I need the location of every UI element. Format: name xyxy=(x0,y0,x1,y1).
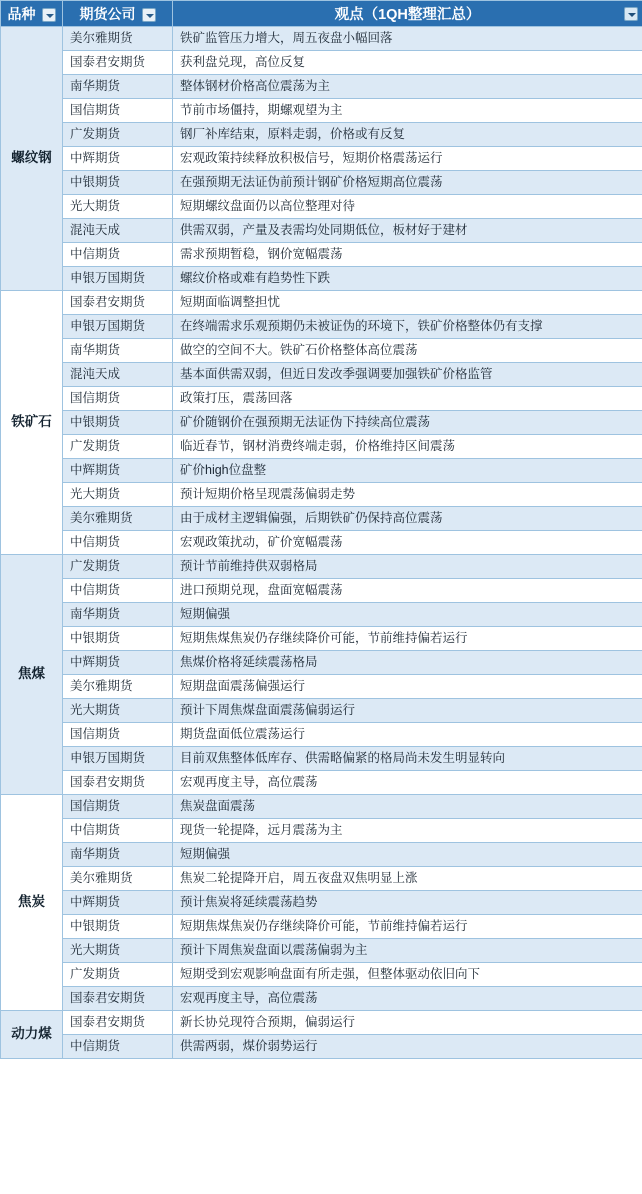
company-cell: 国泰君安期货 xyxy=(63,987,173,1011)
company-cell: 中信期货 xyxy=(63,243,173,267)
table-row xyxy=(1,99,642,123)
company-cell: 中辉期货 xyxy=(63,891,173,915)
table-body xyxy=(1,27,642,1059)
company-cell: 中银期货 xyxy=(63,171,173,195)
table-row xyxy=(1,843,642,867)
view-cell: 节前市场僵持，期螺观望为主 xyxy=(173,99,642,123)
table-row xyxy=(1,171,642,195)
table-row xyxy=(1,795,642,819)
view-cell: 焦煤价格将延续震荡格局 xyxy=(173,651,642,675)
header-view xyxy=(173,1,642,27)
view-cell: 钢厂补库结束，原料走弱，价格或有反复 xyxy=(173,123,642,147)
table-row xyxy=(1,819,642,843)
company-cell: 广发期货 xyxy=(63,123,173,147)
view-cell: 需求预期暂稳，钢价宽幅震荡 xyxy=(173,243,642,267)
view-cell: 政策打压，震荡回落 xyxy=(173,387,642,411)
view-cell: 供需两弱，煤价弱势运行 xyxy=(173,1035,642,1059)
company-cell: 光大期货 xyxy=(63,195,173,219)
company-cell: 南华期货 xyxy=(63,339,173,363)
table-row xyxy=(1,459,642,483)
view-cell: 预计焦炭将延续震荡趋势 xyxy=(173,891,642,915)
company-cell: 广发期货 xyxy=(63,555,173,579)
company-cell: 中银期货 xyxy=(63,627,173,651)
view-cell: 在终端需求乐观预期仍未被证伪的环境下，铁矿价格整体仍有支撑 xyxy=(173,315,642,339)
view-cell: 短期盘面震荡偏强运行 xyxy=(173,675,642,699)
filter-dropdown-icon[interactable] xyxy=(142,8,156,22)
table-row xyxy=(1,291,642,315)
view-cell: 短期受到宏观影响盘面有所走强，但整体驱动依旧向下 xyxy=(173,963,642,987)
view-cell: 由于成材主逻辑偏强，后期铁矿仍保持高位震荡 xyxy=(173,507,642,531)
company-cell: 国信期货 xyxy=(63,99,173,123)
view-cell: 宏观再度主导，高位震荡 xyxy=(173,771,642,795)
table-row xyxy=(1,675,642,699)
view-cell: 宏观政策扰动，矿价宽幅震荡 xyxy=(173,531,642,555)
view-cell: 临近春节，钢材消费终端走弱，价格维持区间震荡 xyxy=(173,435,642,459)
company-cell: 美尔雅期货 xyxy=(63,675,173,699)
view-cell: 预计下周焦炭盘面以震荡偏弱为主 xyxy=(173,939,642,963)
table-row xyxy=(1,267,642,291)
table-row xyxy=(1,195,642,219)
company-cell: 美尔雅期货 xyxy=(63,867,173,891)
header-company-label: 期货公司 xyxy=(79,5,136,22)
company-cell: 混沌天成 xyxy=(63,219,173,243)
company-cell: 中信期货 xyxy=(63,531,173,555)
view-cell: 供需双弱，产量及表需均处同期低位，板材好于建材 xyxy=(173,219,642,243)
view-cell: 在强预期无法证伪前预计钢矿价格短期高位震荡 xyxy=(173,171,642,195)
company-cell: 国泰君安期货 xyxy=(63,51,173,75)
view-cell: 预计短期价格呈现震荡偏弱走势 xyxy=(173,483,642,507)
table-row xyxy=(1,243,642,267)
table-row xyxy=(1,339,642,363)
view-cell: 基本面供需双弱，但近日发改季强调要加强铁矿价格监管 xyxy=(173,363,642,387)
table-row xyxy=(1,555,642,579)
table-row xyxy=(1,387,642,411)
table-row xyxy=(1,939,642,963)
table-row xyxy=(1,579,642,603)
company-cell: 中辉期货 xyxy=(63,651,173,675)
company-cell: 国泰君安期货 xyxy=(63,291,173,315)
header-variety xyxy=(1,1,63,27)
company-cell: 中银期货 xyxy=(63,915,173,939)
view-cell: 矿价随钢价在强预期无法证伪下持续高位震荡 xyxy=(173,411,642,435)
table-row xyxy=(1,411,642,435)
table-row xyxy=(1,123,642,147)
view-cell: 焦炭盘面震荡 xyxy=(173,795,642,819)
variety-cell: 螺纹钢 xyxy=(1,27,63,291)
table-row xyxy=(1,483,642,507)
table-row xyxy=(1,747,642,771)
company-cell: 广发期货 xyxy=(63,963,173,987)
company-cell: 国信期货 xyxy=(63,795,173,819)
view-cell: 新长协兑现符合预期，偏弱运行 xyxy=(173,1011,642,1035)
view-cell: 预计节前维持供双弱格局 xyxy=(173,555,642,579)
view-cell: 铁矿监管压力增大，周五夜盘小幅回落 xyxy=(173,27,642,51)
view-cell: 期货盘面低位震荡运行 xyxy=(173,723,642,747)
company-cell: 南华期货 xyxy=(63,843,173,867)
company-cell: 南华期货 xyxy=(63,75,173,99)
table-row xyxy=(1,915,642,939)
view-cell: 螺纹价格或难有趋势性下跌 xyxy=(173,267,642,291)
table-row xyxy=(1,27,642,51)
table-row xyxy=(1,603,642,627)
view-cell: 宏观再度主导，高位震荡 xyxy=(173,987,642,1011)
company-cell: 中信期货 xyxy=(63,579,173,603)
header-company xyxy=(63,1,173,27)
view-cell: 短期面临调整担忧 xyxy=(173,291,642,315)
header-variety-label: 品种 xyxy=(7,5,36,22)
variety-cell: 动力煤 xyxy=(1,1011,63,1059)
table-row xyxy=(1,867,642,891)
variety-cell: 焦煤 xyxy=(1,555,63,795)
table-row xyxy=(1,435,642,459)
view-cell: 短期偏强 xyxy=(173,603,642,627)
view-cell: 短期偏强 xyxy=(173,843,642,867)
table-row xyxy=(1,1035,642,1059)
company-cell: 国泰君安期货 xyxy=(63,1011,173,1035)
filter-dropdown-icon[interactable] xyxy=(624,7,638,21)
view-cell: 预计下周焦煤盘面震荡偏弱运行 xyxy=(173,699,642,723)
view-cell: 短期焦煤焦炭仍存继续降价可能，节前维持偏若运行 xyxy=(173,915,642,939)
table-row xyxy=(1,891,642,915)
table-row xyxy=(1,699,642,723)
view-cell: 整体钢材价格高位震荡为主 xyxy=(173,75,642,99)
view-cell: 短期焦煤焦炭仍存继续降价可能，节前维持偏若运行 xyxy=(173,627,642,651)
company-cell: 国信期货 xyxy=(63,723,173,747)
table-row xyxy=(1,507,642,531)
table-row xyxy=(1,963,642,987)
table-row xyxy=(1,363,642,387)
company-cell: 申银万国期货 xyxy=(63,267,173,291)
filter-dropdown-icon[interactable] xyxy=(42,8,56,22)
company-cell: 光大期货 xyxy=(63,699,173,723)
company-cell: 广发期货 xyxy=(63,435,173,459)
view-cell: 宏观政策持续释放积极信号，短期价格震荡运行 xyxy=(173,147,642,171)
table-row xyxy=(1,531,642,555)
company-cell: 申银万国期货 xyxy=(63,747,173,771)
table-row xyxy=(1,771,642,795)
table-row xyxy=(1,75,642,99)
company-cell: 中信期货 xyxy=(63,819,173,843)
view-cell: 做空的空间不大。铁矿石价格整体高位震荡 xyxy=(173,339,642,363)
company-cell: 中银期货 xyxy=(63,411,173,435)
view-cell: 获利盘兑现，高位反复 xyxy=(173,51,642,75)
company-cell: 混沌天成 xyxy=(63,363,173,387)
table-row xyxy=(1,219,642,243)
header-view-label: 观点（1QH整理汇总） xyxy=(334,7,481,23)
company-cell: 光大期货 xyxy=(63,483,173,507)
view-cell: 现货一轮提降，远月震荡为主 xyxy=(173,819,642,843)
company-cell: 国信期货 xyxy=(63,387,173,411)
table-row xyxy=(1,723,642,747)
company-cell: 申银万国期货 xyxy=(63,315,173,339)
company-cell: 中信期货 xyxy=(63,1035,173,1059)
table-header-row xyxy=(1,1,642,27)
company-cell: 国泰君安期货 xyxy=(63,771,173,795)
view-cell: 目前双焦整体低库存、供需略偏紧的格局尚未发生明显转向 xyxy=(173,747,642,771)
company-cell: 中辉期货 xyxy=(63,147,173,171)
view-cell: 进口预期兑现，盘面宽幅震荡 xyxy=(173,579,642,603)
view-cell: 短期螺纹盘面仍以高位整理对待 xyxy=(173,195,642,219)
company-cell: 中辉期货 xyxy=(63,459,173,483)
view-cell: 矿价high位盘整 xyxy=(173,459,642,483)
table-row xyxy=(1,627,642,651)
table-row xyxy=(1,651,642,675)
variety-cell: 铁矿石 xyxy=(1,291,63,555)
table-row xyxy=(1,147,642,171)
company-cell: 南华期货 xyxy=(63,603,173,627)
table-row xyxy=(1,1011,642,1035)
company-cell: 光大期货 xyxy=(63,939,173,963)
company-cell: 美尔雅期货 xyxy=(63,507,173,531)
company-cell: 美尔雅期货 xyxy=(63,27,173,51)
table-row xyxy=(1,51,642,75)
table-row xyxy=(1,987,642,1011)
table-row xyxy=(1,315,642,339)
variety-cell: 焦炭 xyxy=(1,795,63,1011)
view-cell: 焦炭二轮提降开启，周五夜盘双焦明显上涨 xyxy=(173,867,642,891)
